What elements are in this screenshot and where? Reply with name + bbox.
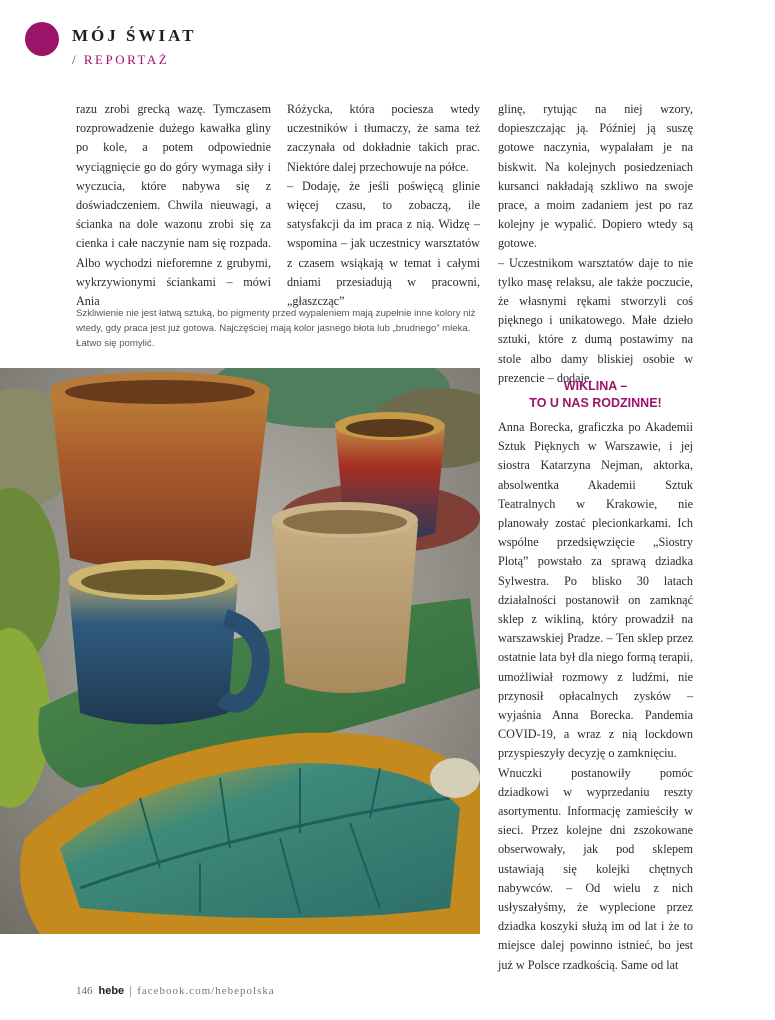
article-column-3-lower — [498, 418, 693, 975]
article-column-3 — [498, 100, 693, 388]
article-column-2 — [287, 100, 480, 311]
paragraph: Różycka, która pociesza wtedy uczestników i tłumaczy, że sama też zaczynała od dokładnie takich prac. Niektóre dalej przechowuje na półce. — [287, 102, 480, 174]
paragraph: Wnuczki postanowiły pomóc dziadkowi w wyprzedaniu reszty asortymentu. Informację zamieściły w sieci. Przez kolejne dni zszokowane obserwowały, jak pod sklepem ustawiają się kolejki chętnych nabywców. – Od wielu z nich usłyszałyśmy, że wyplecione przez dziadka koszyki służą im od lat i że to miejsce dalej powinno istnieć, bo jest już w Polsce rzadkością. Same od lat — [498, 765, 693, 972]
section-subtitle: / REPORTAŻ — [72, 52, 170, 67]
section-marker-dot — [25, 22, 59, 56]
paragraph: – Dodaję, że jeśli poświęcą glinie więcej czasu, to zobaczą, ile satysfakcji da im praca z nią. Widzę – wspomina – jak uczestnicy warsztatów z czasem wsiąkają w temat i całymi dniami przesiadują w pracowni, „głaszcząc” — [287, 178, 480, 309]
page-footer — [76, 985, 275, 997]
subheading-line: WIKLINA – — [563, 379, 628, 393]
article-column-1 — [76, 100, 271, 311]
paragraph: – Uczestnikom warsztatów daje to nie tylko masę relaksu, ale także poczucie, że własnymi rękami stworzyli coś pięknego i unikatowego. Małe dzieło sztuki, które z dumą postawimy na stole albo damy bliskiej osobie w prezencie – dodaje. — [498, 255, 693, 385]
paragraph: Anna Borecka, graficzka po Akademii Sztuk Pięknych w Warszawie, i jej siostra Katarzyna Nejman, aktorka, absolwentka Akademii Sztuk Teatralnych w Krakowie, nie planowały zostać plecionkarkami. Ich wspólne przedsięwzięcie „Siostry Plotą” powstało za sprawą dziadka Sylwestra. Po blisko 30 latach działalności postanowił on zamknąć sklep z wikliną, który prowadził na warszawskiej Pradze. – Ten sklep przez ostatnie lata był dla niego formą terapii, umożliwiał rozmowy z ludźmi, nie przynosił opłacalnych zysków – wyjaśnia Anna Borecka. Pandemia COVID-19, a wraz z nią lockdown przyspieszyły decyzję o zamknięciu. — [498, 420, 693, 761]
footer-divider — [130, 986, 131, 997]
page-number: 146 — [76, 985, 93, 997]
paragraph: razu zrobi grecką wazę. Tymczasem rozprowadzenie dużego kawałka gliny po kole, a potem odpowiednie wyciągnięcie go do góry wymaga siły i wyczucia, które nabywa się z doświadczeniem. Chwila nieuwagi, a ścianka na dole wazonu zrobi się za cienka i całe naczynie nam się rozpada. Albo wychodzi nieforemne z grubymi, wykrzywionymi ściankami – mówi Ania — [76, 102, 271, 309]
section-subheading — [498, 378, 693, 412]
magazine-logo: hebe — [98, 985, 125, 997]
social-link[interactable]: facebook.com/hebepolska — [137, 985, 275, 997]
paragraph: glinę, rytując na niej wzory, dopieszczając ją. Później ją suszę gotowe naczynia, wypalałam je na biskwit. Na kolejnych posiedzeniach kursanci nakładają szkliwo na swoje prace, a moim zadaniem jest po raz kolejny je wypalić. Dopiero wtedy są gotowe. — [498, 102, 693, 251]
photo-caption: Szkliwienie nie jest łatwą sztuką, bo pigmenty przed wypaleniem mają zupełnie inne kolory niż wtedy, gdy praca jest już gotowa. Najczęściej mają kolor jasnego błota lub „brudnego” mleka. Łatwo się pomylić. — [76, 308, 476, 349]
subheading-line: TO U NAS RODZINNE! — [529, 396, 662, 410]
ceramics-photo — [0, 368, 480, 934]
section-title: MÓJ ŚWIAT — [72, 26, 197, 45]
